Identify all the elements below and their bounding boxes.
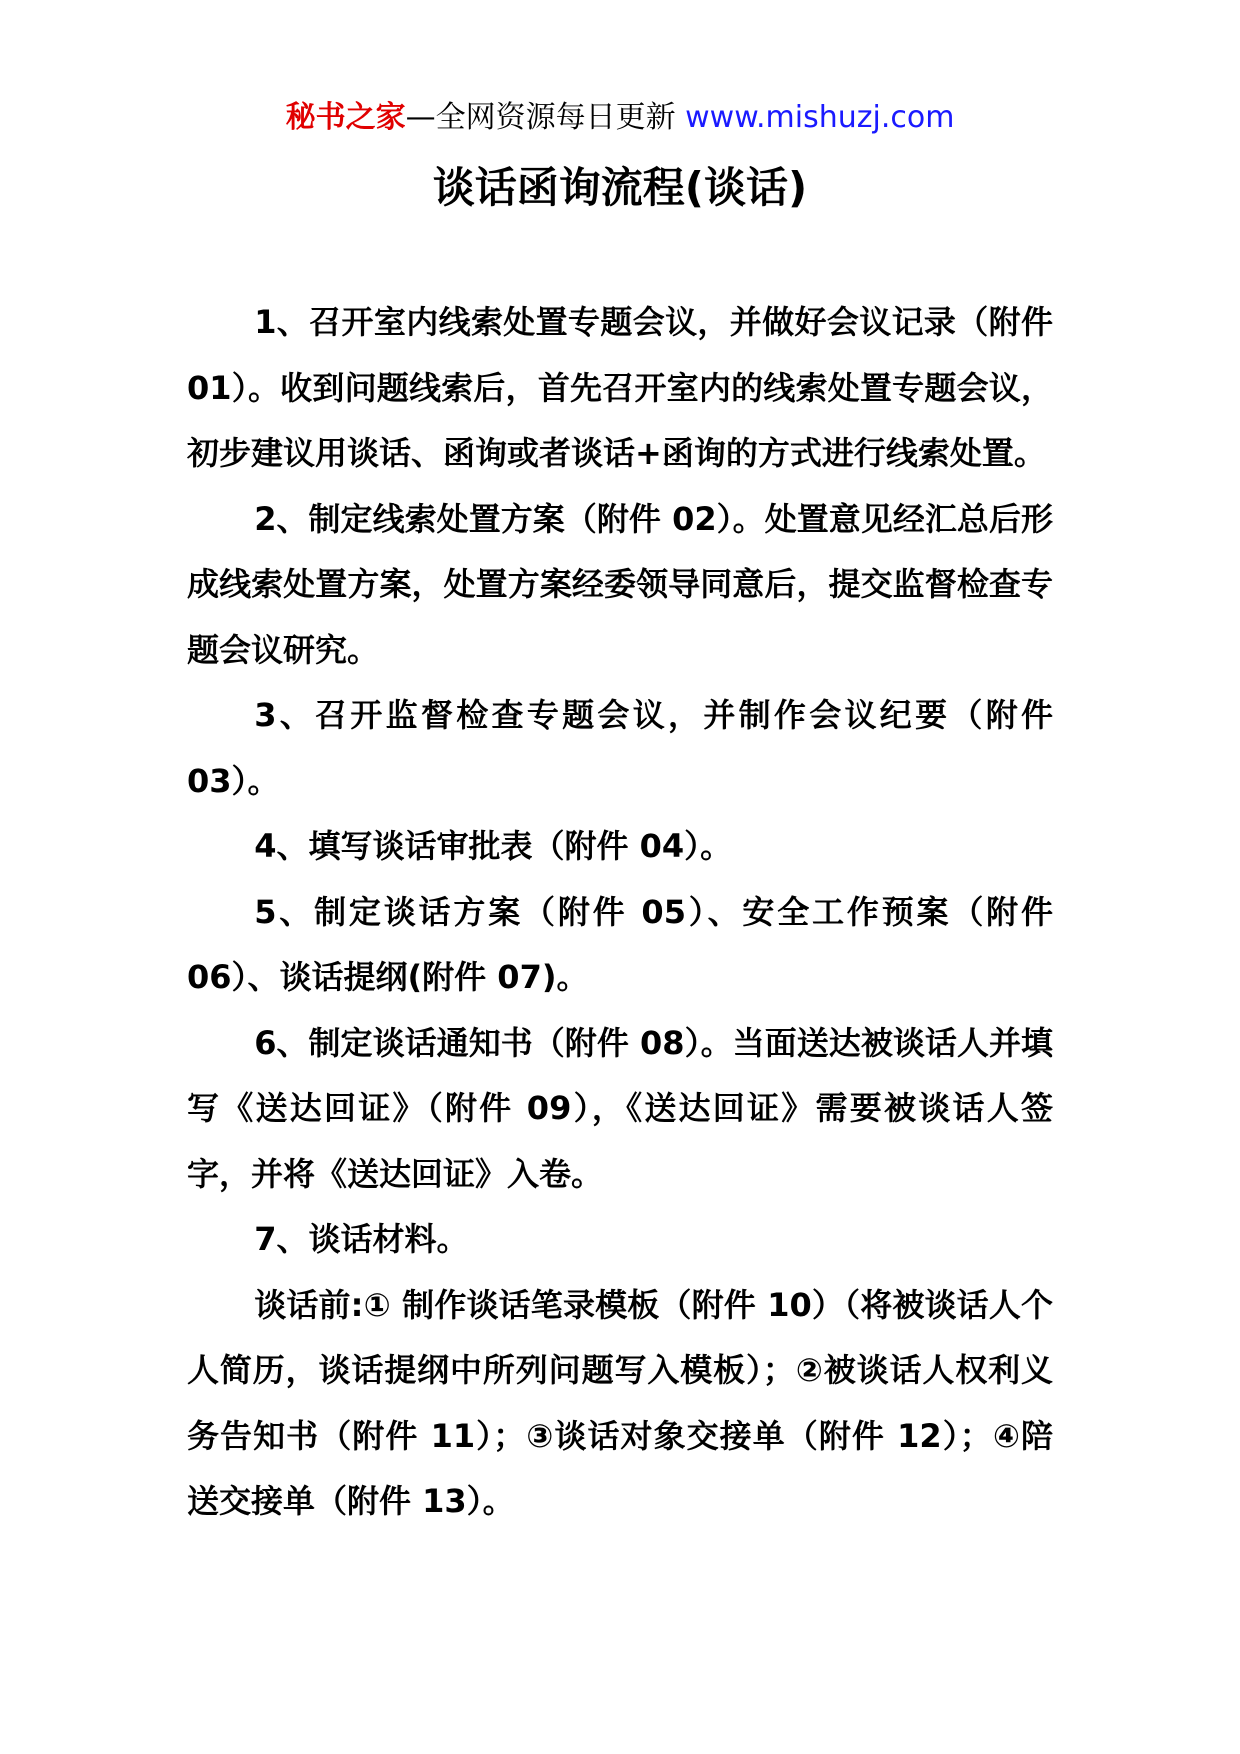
paragraph-step-1: 1、召开室内线索处置专题会议，并做好会议记录（附件 01）。收到问题线索后，首先召开室内的线索处置专题会议，初步建议用谈话、函询或者谈话+函询的方式进行线索处置。 (187, 303, 1053, 472)
paragraph-step-2: 2、制定线索处置方案（附件 02）。处置意见经汇总后形成线索处置方案，处置方案经委领导同意后，提交监督检查专题会议研究。 (187, 499, 1053, 669)
paragraph-step-4: 4、填写谈话审批表（附件 04）。 (254, 827, 733, 865)
site-header (0, 98, 1240, 138)
document-title: 谈话函询流程(谈话) (432, 163, 808, 212)
paragraph-step-6: 6、制定谈话通知书（附件 08）。当面送达被谈话人并填写《送达回证》（附件 09），《送达回证》需要被谈话人签字，并将《送达回证》入卷。 (187, 1023, 1053, 1193)
paragraph-step-3: 3、召开监督检查专题会议，并制作会议纪要（附件 03）。 (187, 696, 1053, 800)
site-url-link[interactable]: www.mishuzj.com (685, 100, 955, 135)
brand-name: 秘书之家 (285, 100, 406, 135)
paragraph-before-talk: 谈话前:① 制作谈话笔录模板（附件 10）（将被谈话人个人简历，谈话提纲中所列问题写入模板）；②被谈话人权利义务告知书（附件 11）；③谈话对象交接单（附件 12）；④陪送交接单（附件 13）。 (187, 1285, 1053, 1520)
header-tagline: —全网资源每日更新 (405, 100, 686, 135)
paragraph-step-7: 7、谈话材料。 (254, 1220, 469, 1258)
document-body (187, 290, 1053, 1535)
paragraph-step-5: 5、制定谈话方案（附件 05）、安全工作预案（附件 06）、谈话提纲(附件 07)。 (187, 892, 1053, 996)
